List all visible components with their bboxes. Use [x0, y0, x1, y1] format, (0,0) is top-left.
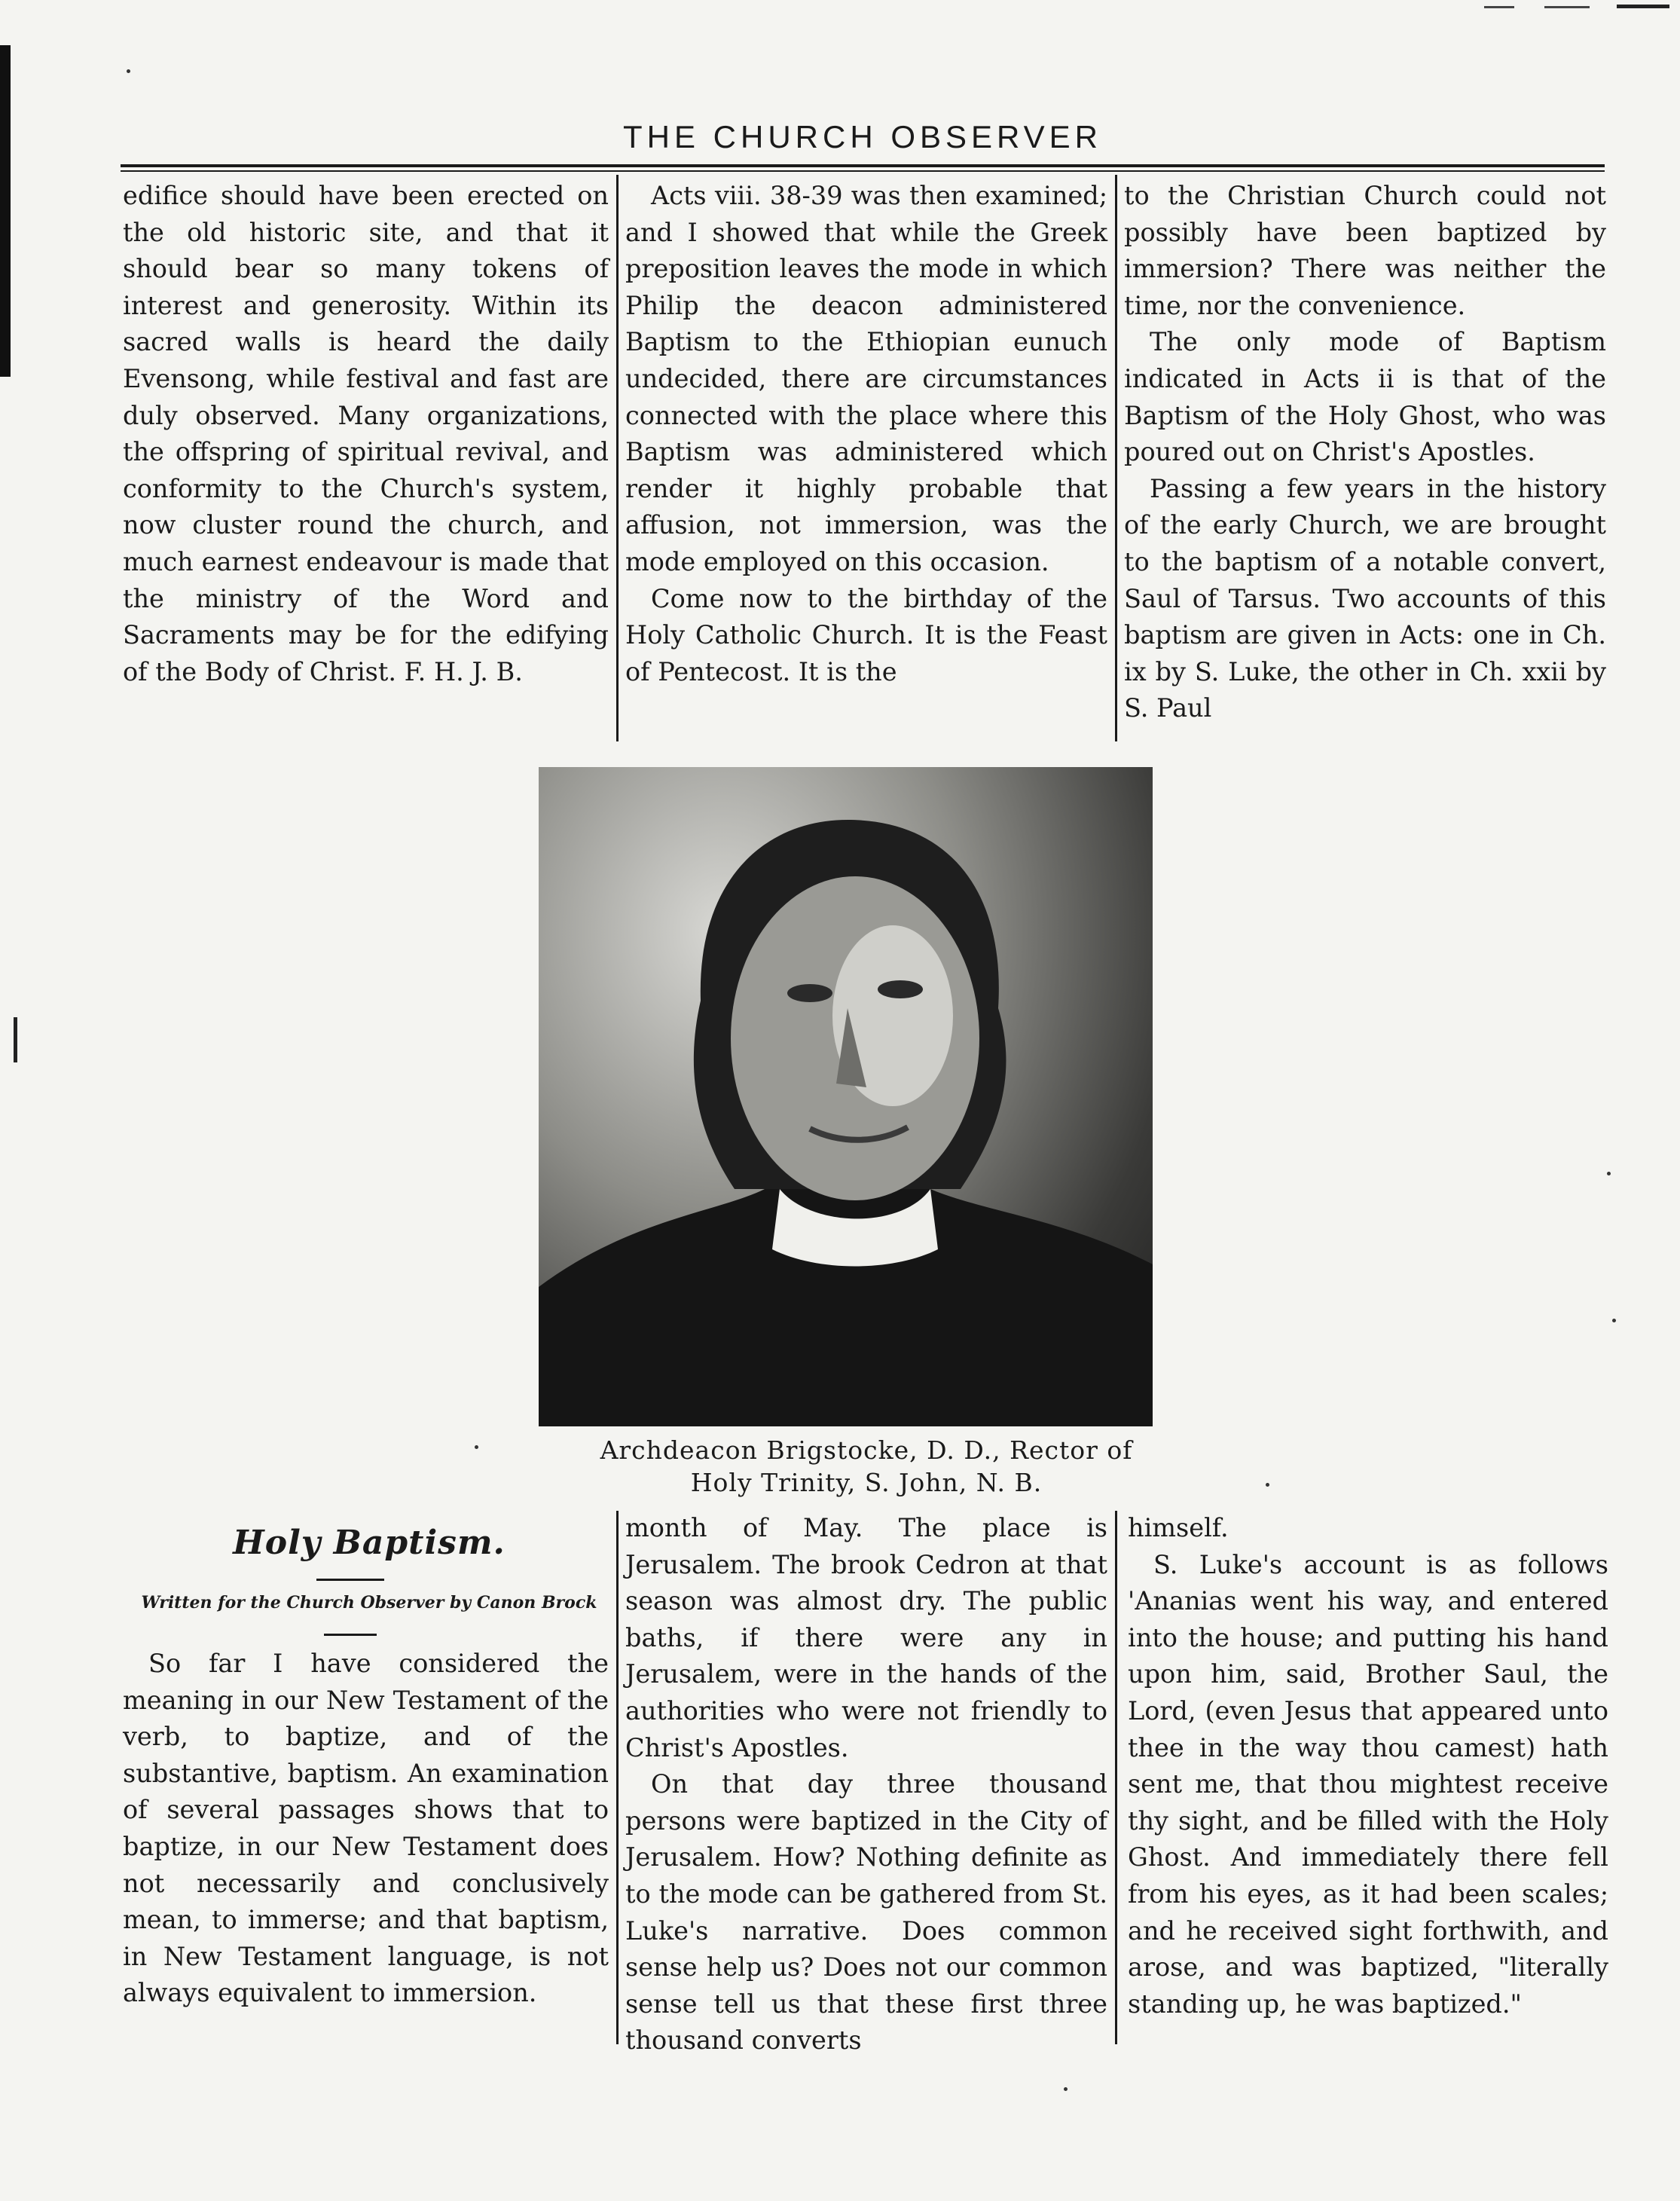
paragraph: So far I have considered the meaning in our New Testament of the verb, to baptize, and of the substantive, baptism. An examination of several passages shows that to baptize, in our New Testament does not necessarily and conclusively mean, to immerse; and that baptism, in New Testament language, is not always equivalent to immersion.	[123, 1649, 609, 2008]
article-column-1	[123, 1646, 609, 2012]
scan-speck	[1266, 1483, 1269, 1487]
scan-top-dash	[1484, 6, 1514, 8]
article-column-3	[1128, 1510, 1608, 2022]
paragraph: month of May. The place is Jerusalem. The brook Cedron at that season was almost dry. The public baths, if there were any in Jerusalem, were in the hands of the authorities who were not friendly to Christ's Apostles.	[625, 1513, 1107, 1762]
top-column-2	[625, 178, 1107, 690]
paragraph: to the Christian Church could not possibly have been baptized by immersion? There was neither the time, nor the convenience.	[1124, 181, 1606, 320]
article-column-2	[625, 1510, 1107, 2059]
paragraph: Come now to the birthday of the Holy Catholic Church. It is the Feast of Pentecost. It is the	[625, 583, 1107, 686]
photo-caption-line-1: Archdeacon Brigstocke, D. D., Rector of	[600, 1435, 1133, 1465]
portrait-illustration	[539, 767, 1153, 1426]
masthead-rule-thin	[121, 170, 1605, 172]
heading-rule	[316, 1579, 384, 1581]
scan-speck	[1607, 1172, 1611, 1175]
column-divider	[1115, 1511, 1117, 2044]
paragraph: Acts viii. 38-39 was then examined; and I showed that while the Greek preposition leaves the mode in which Philip the deacon administered Baptism to the Ethiopian eunuch undecided, there are circumstances connected with the place where this Baptism was administered which render it highly probable that affusion, not immersion, was the mode employed on this occasion.	[625, 181, 1107, 576]
scan-speck	[1612, 1319, 1616, 1322]
paragraph: S. Luke's account is as follows 'Ananias went his way, and entered into the house; and putting his hand upon him, said, Brother Saul, the Lord, (even Jesus that appeared unto thee in the way thou camest) hath sent me, that thou mightest receive thy sight, and be filled with the Holy Ghost. And immediately there fell from his eyes, as it had been scales; and he received sight forthwith, and arose, and was baptized, "literally standing up, he was baptized."	[1128, 1549, 1608, 2019]
scan-speck	[127, 69, 130, 73]
column-divider	[616, 1511, 619, 2044]
scan-top-dash	[1544, 6, 1590, 8]
article-heading: Holy Baptism.	[233, 1524, 506, 1562]
paragraph: The only mode of Baptism indicated in Acts ii is that of the Baptism of the Holy Ghost, who was poured out on Christ's Apostles.	[1124, 327, 1606, 467]
scan-speck	[1064, 2087, 1068, 2091]
paragraph: himself.	[1128, 1513, 1229, 1542]
article-byline: Written for the Church Observer by Canon Brock	[141, 1593, 597, 1613]
page-title: THE CHURCH OBSERVER	[623, 119, 1102, 154]
paragraph: Passing a few years in the history of the early Church, we are brought to the baptism of a notable convert, Saul of Tarsus. Two accounts of this baptism are given in Acts: one in Ch. ix by S. Luke, the other in Ch. xxii by S. Paul	[1124, 473, 1606, 723]
photo-caption-line-2: Holy Trinity, S. John, N. B.	[690, 1468, 1043, 1497]
top-column-3	[1124, 178, 1606, 727]
column-divider	[1115, 175, 1117, 741]
scan-edge-bar	[0, 45, 11, 377]
byline-rule	[324, 1634, 377, 1636]
column-divider	[616, 175, 619, 741]
paragraph: On that day three thousand persons were baptized in the City of Jerusalem. How? Nothing definite as to the mode can be gathered from St. Luke's narrative. Does common sense help us? Does not our common sense tell us that these first three thousand converts	[625, 1769, 1107, 2056]
scan-speck	[475, 1445, 478, 1449]
paragraph: edifice should have been erected on the old historic site, and that it should bear so many tokens of interest and generosity. Within its sacred walls is heard the daily Evensong, while festival and fast are duly observed. Many organizations, the offspring of spiritual revival, and conformity to the Church's system, now cluster round the church, and much earnest endeavour is made that the ministry of the Word and Sacraments may be for the edifying of the Body of Christ. F. H. J. B.	[123, 181, 609, 686]
portrait-photo	[539, 767, 1153, 1426]
masthead-rule	[121, 164, 1605, 167]
scan-edge-mark	[14, 1017, 17, 1062]
scan-top-rule	[1617, 5, 1669, 8]
top-column-1	[123, 178, 609, 690]
